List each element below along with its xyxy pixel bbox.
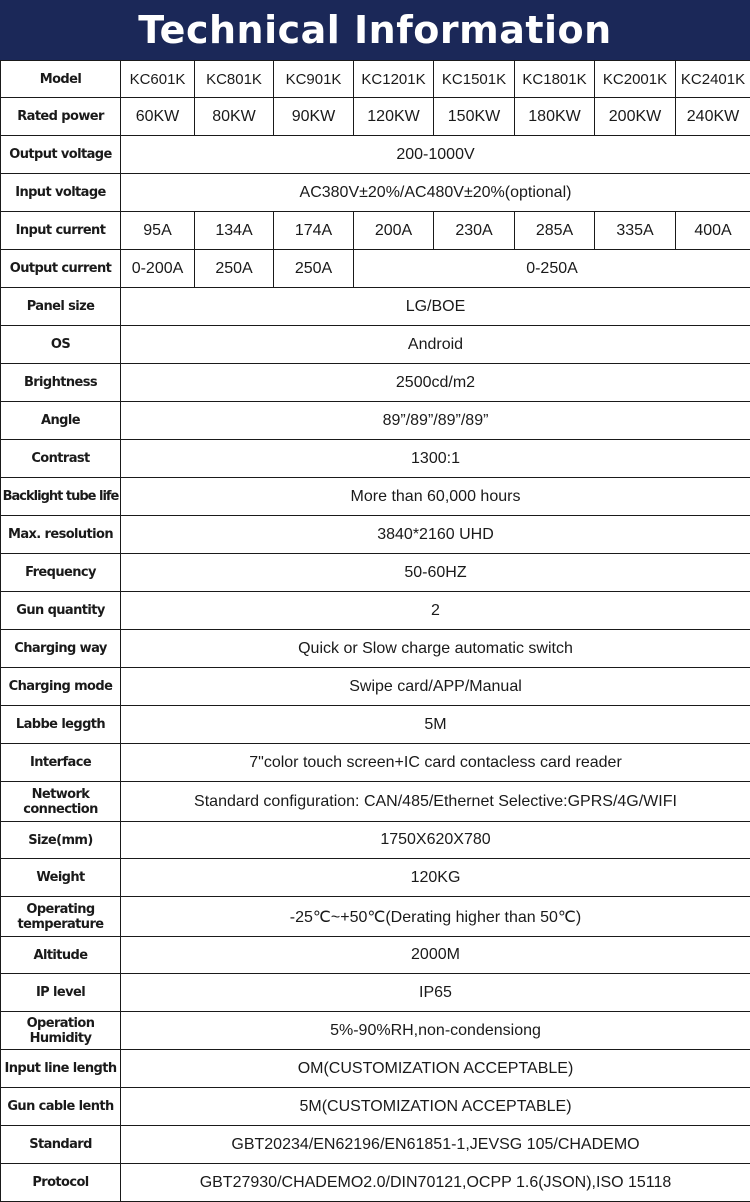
row-label: Angle bbox=[1, 402, 121, 440]
value-cell: 200A bbox=[354, 212, 434, 250]
value-cell: 1300:1 bbox=[121, 440, 750, 478]
value-cell: 2500cd/m2 bbox=[121, 364, 750, 402]
model-cell: KC601K bbox=[121, 61, 195, 98]
page-title: Technical Information bbox=[0, 0, 750, 60]
model-cell: KC1501K bbox=[434, 61, 515, 98]
value-cell: 174A bbox=[274, 212, 354, 250]
table-row-input-voltage bbox=[1, 174, 750, 212]
row-label: Network connection bbox=[1, 782, 121, 822]
table-row-backlight bbox=[1, 478, 750, 516]
table-row-interface bbox=[1, 744, 750, 782]
value-cell: 95A bbox=[121, 212, 195, 250]
value-cell: Standard configuration: CAN/485/Ethernet Selective:GPRS/4G/WIFI bbox=[121, 782, 750, 822]
value-cell: 335A bbox=[595, 212, 676, 250]
table-row-protocol bbox=[1, 1164, 750, 1202]
value-cell: Android bbox=[121, 326, 750, 364]
value-cell: 240KW bbox=[676, 98, 750, 136]
table-row-contrast bbox=[1, 440, 750, 478]
value-cell: 5M bbox=[121, 706, 750, 744]
row-label: Altitude bbox=[1, 937, 121, 974]
row-label: IP level bbox=[1, 974, 121, 1012]
table-row-ip-level bbox=[1, 974, 750, 1012]
value-cell: -25℃~+50℃(Derating higher than 50℃) bbox=[121, 897, 750, 937]
value-cell: 2000M bbox=[121, 937, 750, 974]
value-cell: 250A bbox=[274, 250, 354, 288]
value-cell: 0-250A bbox=[354, 250, 750, 288]
row-label: Frequency bbox=[1, 554, 121, 592]
table-row-op-temp bbox=[1, 897, 750, 937]
row-label: Charging mode bbox=[1, 668, 121, 706]
model-cell: KC2001K bbox=[595, 61, 676, 98]
value-cell: 285A bbox=[515, 212, 595, 250]
value-cell: AC380V±20%/AC480V±20%(optional) bbox=[121, 174, 750, 212]
value-cell: 200KW bbox=[595, 98, 676, 136]
table-row-os bbox=[1, 326, 750, 364]
row-label: Size(mm) bbox=[1, 822, 121, 859]
row-label: Input line length bbox=[1, 1050, 121, 1088]
value-cell: 120KW bbox=[354, 98, 434, 136]
model-cell: KC1801K bbox=[515, 61, 595, 98]
table-row-altitude bbox=[1, 937, 750, 974]
row-label: Interface bbox=[1, 744, 121, 782]
value-cell: 5%-90%RH,non-condensiong bbox=[121, 1012, 750, 1050]
row-label: Standard bbox=[1, 1126, 121, 1164]
value-cell: 90KW bbox=[274, 98, 354, 136]
row-label: Brightness bbox=[1, 364, 121, 402]
value-cell: 89”/89”/89”/89” bbox=[121, 402, 750, 440]
value-cell: 2 bbox=[121, 592, 750, 630]
row-label: Model bbox=[1, 61, 121, 98]
table-row-max-resolution bbox=[1, 516, 750, 554]
value-cell: OM(CUSTOMIZATION ACCEPTABLE) bbox=[121, 1050, 750, 1088]
row-label: Operation Humidity bbox=[1, 1012, 121, 1050]
value-cell: 250A bbox=[195, 250, 274, 288]
table-row-standard bbox=[1, 1126, 750, 1164]
table-row-input-line bbox=[1, 1050, 750, 1088]
value-cell: 0-200A bbox=[121, 250, 195, 288]
table-row-gun-quantity bbox=[1, 592, 750, 630]
value-cell: 5M(CUSTOMIZATION ACCEPTABLE) bbox=[121, 1088, 750, 1126]
value-cell: 120KG bbox=[121, 859, 750, 897]
table-row-weight bbox=[1, 859, 750, 897]
table-row-rated-power bbox=[1, 98, 750, 136]
value-cell: More than 60,000 hours bbox=[121, 478, 750, 516]
row-label: Operating temperature bbox=[1, 897, 121, 937]
row-label: Output voltage bbox=[1, 136, 121, 174]
table-row-size bbox=[1, 822, 750, 859]
value-cell: Quick or Slow charge automatic switch bbox=[121, 630, 750, 668]
value-cell: Swipe card/APP/Manual bbox=[121, 668, 750, 706]
table-row-humidity bbox=[1, 1012, 750, 1050]
value-cell: 134A bbox=[195, 212, 274, 250]
value-cell: GBT20234/EN62196/EN61851-1,JEVSG 105/CHADEMO bbox=[121, 1126, 750, 1164]
table-row-charging-way bbox=[1, 630, 750, 668]
row-label: Charging way bbox=[1, 630, 121, 668]
value-cell: 180KW bbox=[515, 98, 595, 136]
table-row-output-current bbox=[1, 250, 750, 288]
table-row-cable-length bbox=[1, 706, 750, 744]
model-cell: KC801K bbox=[195, 61, 274, 98]
table-row-panel-size bbox=[1, 288, 750, 326]
table-row-brightness bbox=[1, 364, 750, 402]
row-label: Output current bbox=[1, 250, 121, 288]
table-row-model bbox=[1, 61, 750, 98]
value-cell: GBT27930/CHADEMO2.0/DIN70121,OCPP 1.6(JSON),ISO 15118 bbox=[121, 1164, 750, 1202]
row-label: Max. resolution bbox=[1, 516, 121, 554]
row-label: Weight bbox=[1, 859, 121, 897]
value-cell: 200-1000V bbox=[121, 136, 750, 174]
value-cell: 3840*2160 UHD bbox=[121, 516, 750, 554]
row-label: Protocol bbox=[1, 1164, 121, 1202]
row-label: OS bbox=[1, 326, 121, 364]
value-cell: 80KW bbox=[195, 98, 274, 136]
value-cell: 60KW bbox=[121, 98, 195, 136]
value-cell: 400A bbox=[676, 212, 750, 250]
value-cell: 150KW bbox=[434, 98, 515, 136]
row-label: Input voltage bbox=[1, 174, 121, 212]
table-row-frequency bbox=[1, 554, 750, 592]
table-row-input-current bbox=[1, 212, 750, 250]
model-cell: KC1201K bbox=[354, 61, 434, 98]
table-row-angle bbox=[1, 402, 750, 440]
spec-table bbox=[0, 60, 750, 1202]
model-cell: KC2401K bbox=[676, 61, 750, 98]
row-label: Contrast bbox=[1, 440, 121, 478]
model-cell: KC901K bbox=[274, 61, 354, 98]
value-cell: 1750X620X780 bbox=[121, 822, 750, 859]
value-cell: LG/BOE bbox=[121, 288, 750, 326]
row-label: Input current bbox=[1, 212, 121, 250]
row-label: Panel size bbox=[1, 288, 121, 326]
table-row-gun-cable bbox=[1, 1088, 750, 1126]
table-row-network bbox=[1, 782, 750, 822]
row-label: Backlight tube life bbox=[1, 478, 121, 516]
table-row-output-voltage bbox=[1, 136, 750, 174]
row-label: Gun quantity bbox=[1, 592, 121, 630]
row-label: Labbe leggth bbox=[1, 706, 121, 744]
value-cell: 50-60HZ bbox=[121, 554, 750, 592]
value-cell: 7"color touch screen+IC card contacless card reader bbox=[121, 744, 750, 782]
row-label: Rated power bbox=[1, 98, 121, 136]
value-cell: IP65 bbox=[121, 974, 750, 1012]
row-label: Gun cable lenth bbox=[1, 1088, 121, 1126]
value-cell: 230A bbox=[434, 212, 515, 250]
table-row-charging-mode bbox=[1, 668, 750, 706]
